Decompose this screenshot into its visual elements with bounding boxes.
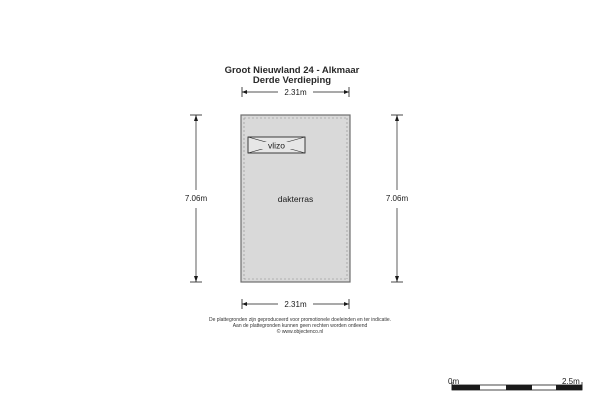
scale-start-label: 0m [448, 377, 460, 386]
left-height-dimension [185, 115, 208, 282]
copyright-line: © www.objectenco.nl [276, 329, 324, 335]
bottom-width-dimension [242, 299, 349, 309]
floor-subtitle: Derde Verdieping [252, 75, 332, 86]
room-label: dakterras [277, 194, 314, 204]
right-height-dimension [386, 115, 409, 282]
plan-title: Groot Nieuwland 24 - Alkmaar [224, 65, 360, 76]
scale-end-label: 2.5m [562, 377, 580, 386]
vlizo-hatch [248, 137, 305, 153]
disclaimer-line: De plattegronden zijn geproduceerd voor promotionele doeleinden en ter indicatie. [208, 317, 392, 323]
bottom-width-label: 2.31m [284, 300, 307, 309]
disclaimer-line: Aan de plattegronden kunnen geen rechten worden ontleend [232, 323, 368, 329]
left-height-label: 7.06m [184, 194, 208, 203]
right-height-label: 7.06m [385, 194, 409, 203]
hatch-label: vlizo [267, 140, 286, 151]
top-width-dimension [242, 87, 349, 97]
top-width-label: 2.31m [284, 88, 307, 97]
